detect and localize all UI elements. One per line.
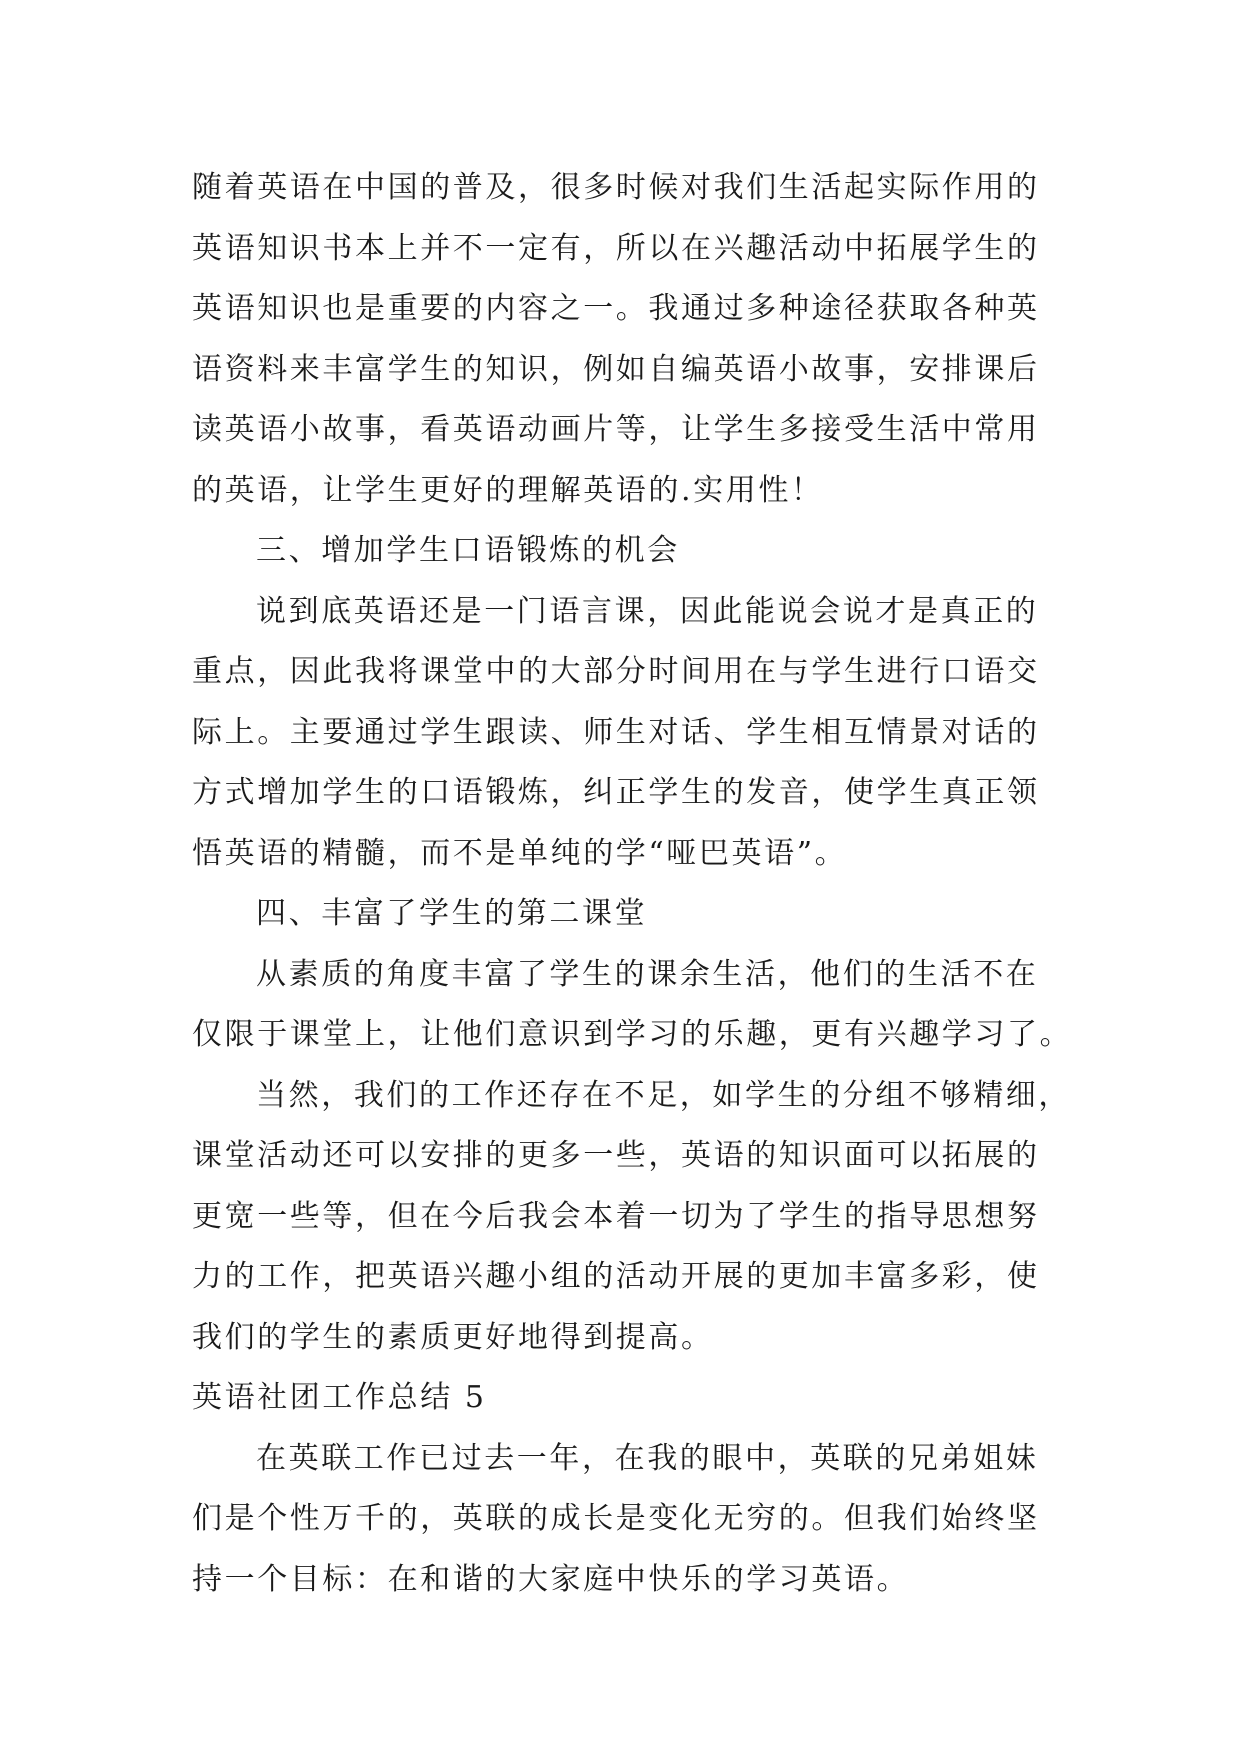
text-line: 重点，因此我将课堂中的大部分时间用在与学生进行口语交 <box>192 654 1040 689</box>
text-line: 更宽一些等，但在今后我会本着一切为了学生的指导思想努 <box>192 1198 1040 1234</box>
text-line: 读英语小故事，看英语动画片等，让学生多接受生活中常用 <box>192 412 1040 447</box>
paragraph <box>192 1066 1071 1369</box>
paragraph <box>192 945 1073 1066</box>
paragraph <box>192 582 1060 885</box>
text-line: 方式增加学生的口语锻炼，纠正学生的发音，使学生真正领 <box>192 775 1040 810</box>
text-line: 英语知识书本上并不一定有，所以在兴趣活动中拓展学生的 <box>192 230 1040 266</box>
text-line: 持一个目标：在和谐的大家庭中快乐的学习英语。 <box>192 1561 910 1597</box>
text-line: 力的工作，把英语兴趣小组的活动开展的更加丰富多彩，使 <box>192 1259 1040 1294</box>
text-line: 我们的学生的素质更好地得到提高。 <box>192 1319 714 1355</box>
text-line: 当然，我们的工作还存在不足，如学生的分组不够精细， <box>256 1077 1071 1113</box>
text-line: 课堂活动还可以安排的更多一些，英语的知识面可以拓展的 <box>192 1138 1040 1173</box>
text-line: 际上。主要通过学生跟读、师生对话、学生相互情景对话的 <box>192 714 1040 750</box>
text-line: 语资料来丰富学生的知识，例如自编英语小故事，安排课后 <box>192 351 1040 387</box>
text-line: 随着英语在中国的普及，很多时候对我们生活起实际作用的 <box>192 170 1040 205</box>
section-heading: 四、丰富了学生的第二课堂 <box>256 896 648 931</box>
document-body <box>192 158 1073 1610</box>
text-line: 们是个性万千的，英联的成长是变化无穷的。但我们始终坚 <box>192 1501 1040 1536</box>
document-title: 英语社团工作总结 5 <box>192 1380 487 1415</box>
section-heading: 三、增加学生口语锻炼的机会 <box>256 533 680 568</box>
text-line: 英语知识也是重要的内容之一。我通过多种途径获取各种英 <box>192 291 1040 326</box>
text-line: 仅限于课堂上，让他们意识到学习的乐趣，更有兴趣学习了。 <box>192 1017 1073 1052</box>
text-line: 的英语，让学生更好的理解英语的.实用性！ <box>192 472 824 508</box>
text-line: 在英联工作已过去一年，在我的眼中，英联的兄弟姐妹 <box>256 1440 1039 1476</box>
paragraph <box>192 158 1060 521</box>
paragraph <box>192 1429 1060 1611</box>
text-line: 从素质的角度丰富了学生的课余生活，他们的生活不在 <box>256 956 1039 992</box>
text-line: 说到底英语还是一门语言课，因此能说会说才是真正的 <box>256 593 1039 629</box>
text-line: 悟英语的精髓，而不是单纯的学“哑巴英语”。 <box>192 835 848 871</box>
